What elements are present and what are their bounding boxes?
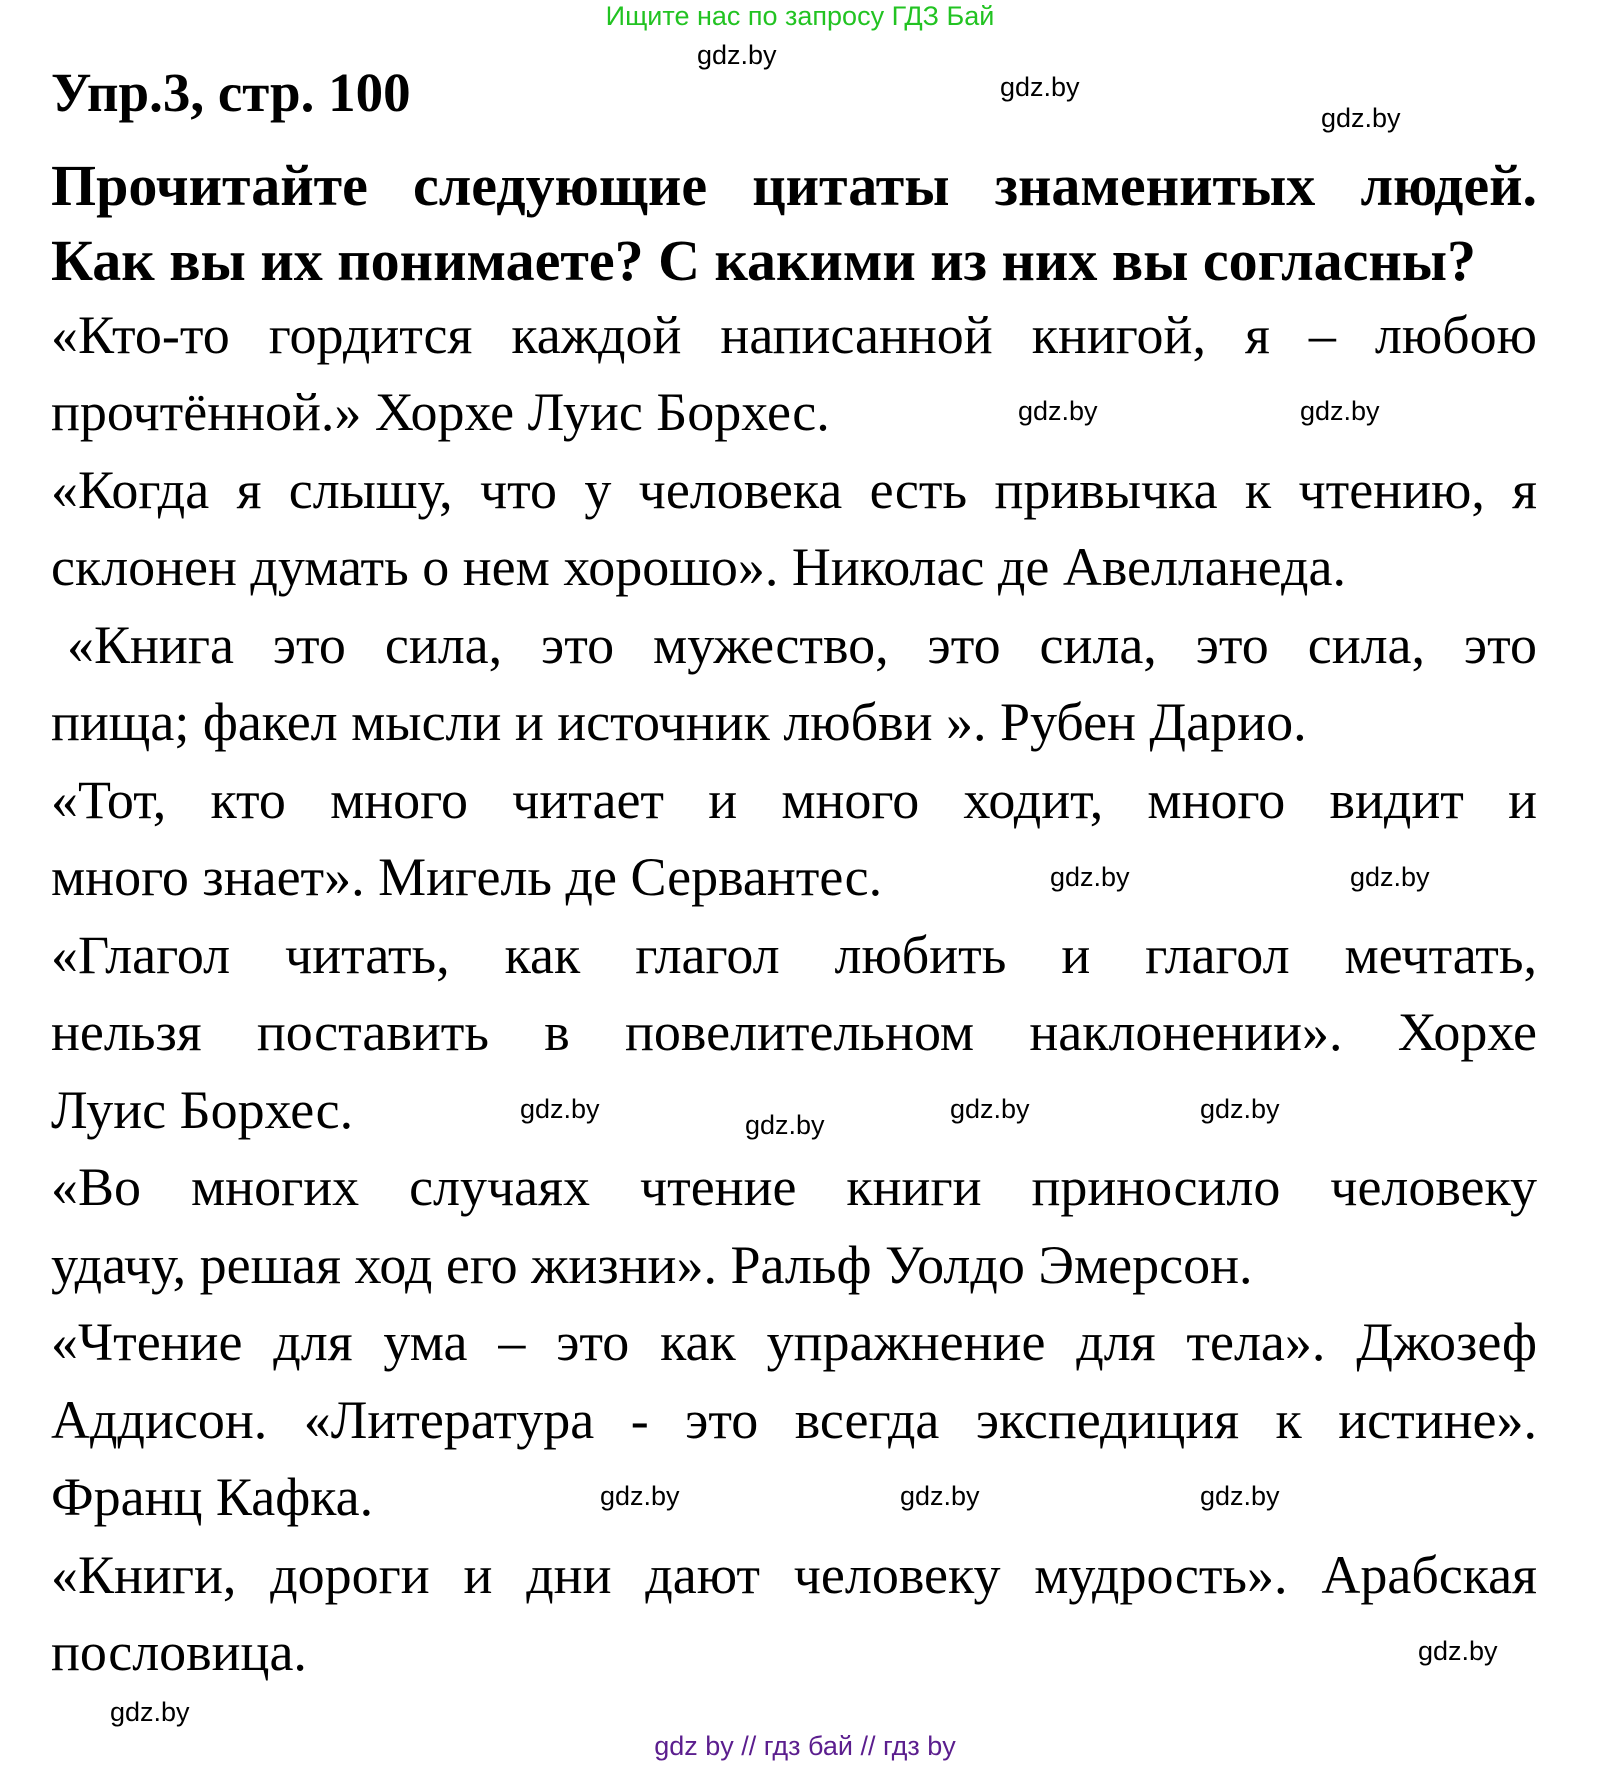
watermark: gdz.by bbox=[950, 1094, 1030, 1124]
watermark: gdz.by bbox=[900, 1481, 980, 1511]
quote-line: пословица. bbox=[51, 1622, 307, 1682]
watermark: gdz.by bbox=[1000, 72, 1080, 102]
watermark: gdz.by bbox=[1050, 862, 1130, 892]
quote-line: Франц Кафка. bbox=[51, 1467, 374, 1527]
watermark: gdz.by bbox=[1200, 1481, 1280, 1511]
quote-line: пища; факел мысли и источник любви ». Рубен Дарио. bbox=[51, 692, 1307, 752]
quote-line: Луис Борхес. bbox=[51, 1080, 354, 1140]
quote-line: «Книга это сила, это мужество, это сила, это сила, это bbox=[67, 615, 1537, 675]
watermark: gdz.by bbox=[745, 1110, 825, 1140]
watermark: gdz.by bbox=[110, 1697, 190, 1727]
watermark: gdz.by bbox=[697, 40, 777, 70]
watermark: gdz.by bbox=[1300, 396, 1380, 426]
quote-line: «Кто-то гордится каждой написанной книгой, я – любою bbox=[51, 305, 1537, 365]
quote-line: «Когда я слышу, что у человека есть привычка к чтению, я bbox=[51, 460, 1537, 520]
exercise-title: Упр.3, стр. 100 bbox=[51, 62, 411, 123]
watermark: gdz.by bbox=[1018, 396, 1098, 426]
task-line: Прочитайте следующие цитаты знаменитых людей. bbox=[51, 153, 1537, 218]
watermark: gdz.by bbox=[520, 1094, 600, 1124]
quote-line: «Тот, кто много читает и много ходит, много видит и bbox=[51, 770, 1537, 830]
quote-line: много знает». Мигель де Сервантес. bbox=[51, 847, 883, 907]
footer-links[interactable]: gdz by // гдз бай // гдз by bbox=[654, 1731, 956, 1761]
watermark: gdz.by bbox=[1200, 1094, 1280, 1124]
quote-line: «Книги, дороги и дни дают человеку мудрость». Арабская bbox=[51, 1545, 1537, 1605]
quote-line: удачу, решая ход его жизни». Ральф Уолдо Эмерсон. bbox=[51, 1235, 1253, 1295]
task-line: Как вы их понимаете? С какими из них вы согласны? bbox=[51, 228, 1477, 293]
quote-line: «Глагол читать, как глагол любить и глагол мечтать, bbox=[51, 925, 1537, 985]
watermark: gdz.by bbox=[600, 1481, 680, 1511]
watermark: gdz.by bbox=[1418, 1636, 1498, 1666]
quote-line: «Чтение для ума – это как упражнение для тела». Джозеф bbox=[51, 1312, 1537, 1372]
quote-line: склонен думать о нем хорошо». Николас де Авелланеда. bbox=[51, 537, 1346, 597]
quote-line: прочтённой.» Хорхе Луис Борхес. bbox=[51, 382, 830, 442]
watermark: gdz.by bbox=[1321, 103, 1401, 133]
quote-line: нельзя поставить в повелительном наклонении». Хорхе bbox=[51, 1002, 1537, 1062]
watermark: gdz.by bbox=[1350, 862, 1430, 892]
search-banner[interactable]: Ищите нас по запросу ГДЗ Бай bbox=[605, 1, 995, 31]
quote-line: Аддисон. «Литература - это всегда экспедиция к истине». bbox=[51, 1390, 1537, 1450]
quote-line: «Во многих случаях чтение книги приносило человеку bbox=[51, 1157, 1537, 1217]
